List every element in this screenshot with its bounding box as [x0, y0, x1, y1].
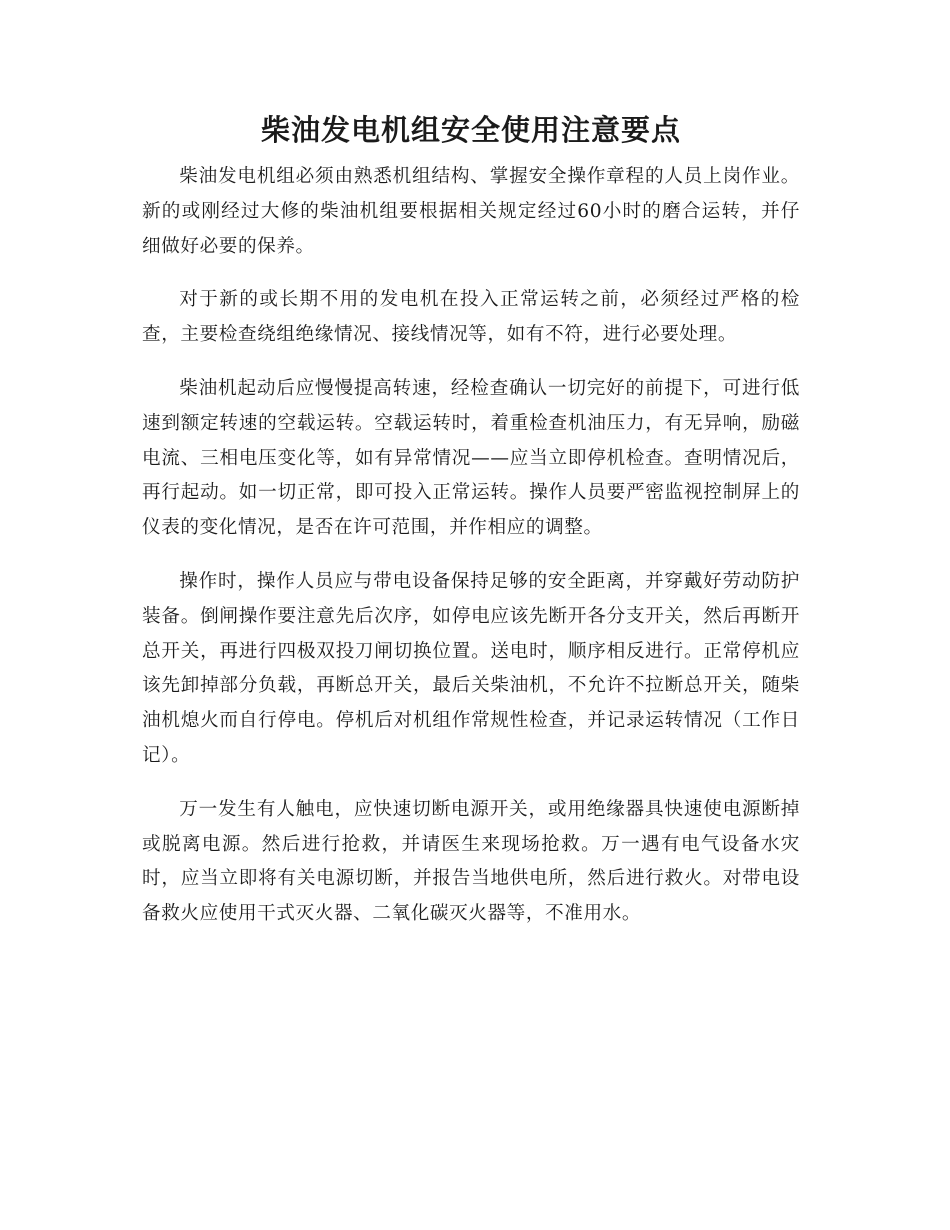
paragraph-2: 对于新的或长期不用的发电机在投入正常运转之前，必须经过严格的检查，主要检查绕组绝缘情况、接线情况等，如有不符，进行必要处理。	[142, 289, 800, 346]
document-title: 柴油发电机组安全使用注意要点	[260, 113, 681, 147]
paragraph-1: 柴油发电机组必须由熟悉机组结构、掌握安全操作章程的人员上岗作业。新的或刚经过大修的柴油机组要根据相关规定经过60小时的磨合运转，并仔细做好必要的保养。	[142, 166, 800, 257]
paragraph-4: 操作时，操作人员应与带电设备保持足够的安全距离，并穿戴好劳动防护装备。倒闸操作要注意先后次序，如停电应该先断开各分支开关，然后再断开总开关，再进行四极双投刀闸切换位置。送电时，顺序相反进行。正常停机应该先卸掉部分负载，再断总开关，最后关柴油机，不允许不拉断总开关，随柴油机熄火而自行停电。停机后对机组作常规性检查，并记录运转情况（工作日记）。	[142, 570, 800, 766]
paragraph-5: 万一发生有人触电，应快速切断电源开关，或用绝缘器具快速使电源断掉或脱离电源。然后进行抢救，并请医生来现场抢救。万一遇有电气设备水灾时，应当立即将有关电源切断，并报告当地供电所，然后进行救火。对带电设备救火应使用干式灭火器、二氧化碳灭火器等，不准用水。	[142, 798, 800, 925]
paragraph-3: 柴油机起动后应慢慢提高转速，经检查确认一切完好的前提下，可进行低速到额定转速的空载运转。空载运转时，着重检查机油压力，有无异响，励磁电流、三相电压变化等，如有异常情况——应当立即停机检查。查明情况后，再行起动。如一切正常，即可投入正常运转。操作人员要严密监视控制屏上的仪表的变化情况，是否在许可范围，并作相应的调整。	[142, 377, 800, 539]
